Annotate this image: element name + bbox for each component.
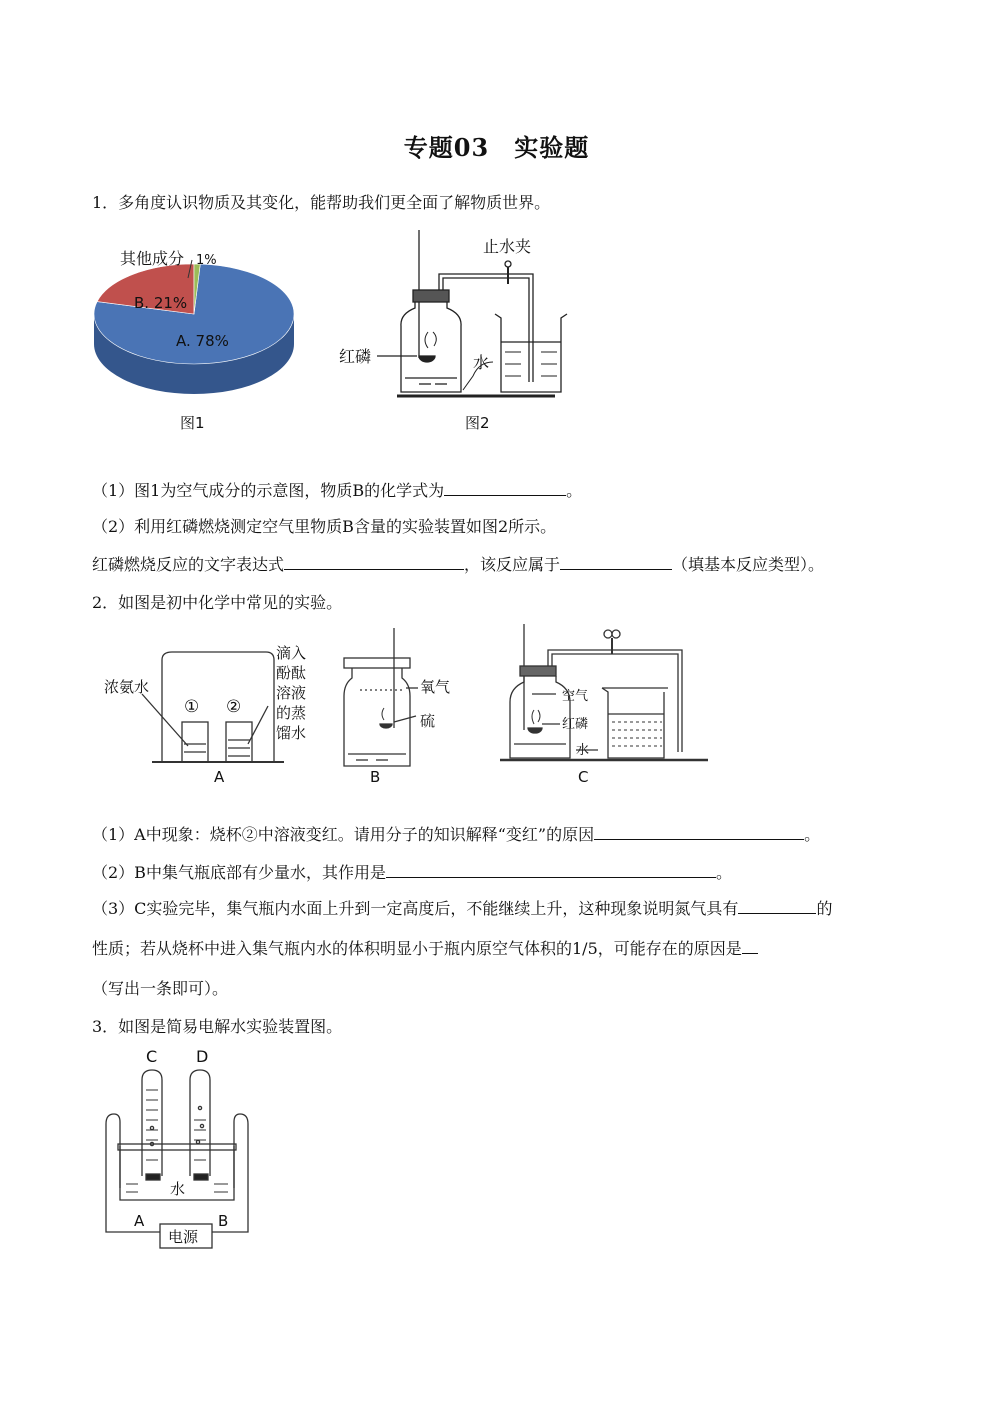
label-water: 水	[576, 743, 590, 758]
page-title: 专题03 实验题	[403, 133, 590, 162]
label-other-pct: 1%	[196, 253, 217, 268]
label-water: 水	[170, 1180, 186, 1198]
label-phenolphthalein-line: 溶液	[276, 684, 307, 702]
q2-sub3-line2: 性质；若从烧杯中进入集气瓶内水的体积明显小于瓶内原空气体积的1/5，可能存在的原因是	[92, 936, 758, 959]
label-sulfur: 硫	[420, 712, 436, 730]
label-beaker-1: ①	[184, 697, 200, 717]
label-phenolphthalein-line: 酚酞	[276, 664, 307, 682]
label-clamp: 止水夹	[483, 237, 532, 256]
answer-blank[interactable]	[560, 553, 672, 570]
answer-blank[interactable]	[444, 479, 566, 496]
figure-1-pie-chart	[88, 236, 308, 441]
q1-stem: 1．多角度认识物质及其变化，能帮助我们更全面了解物质世界。	[92, 193, 551, 212]
label-power-supply: 电源	[168, 1228, 199, 1246]
label-ammonia: 浓氨水	[104, 678, 150, 696]
label-phenolphthalein	[276, 644, 306, 742]
answer-blank[interactable]	[594, 823, 804, 840]
figure-a-caption: A	[214, 768, 225, 786]
q2-stem: 2．如图是初中化学中常见的实验。	[92, 593, 343, 612]
figure-2-apparatus	[335, 226, 575, 442]
label-d: D	[196, 1047, 209, 1066]
q2-sub2: （2）B中集气瓶底部有少量水，其作用是 。	[92, 863, 732, 882]
answer-blank[interactable]	[386, 861, 716, 878]
label-phenolphthalein-line: 的蒸	[276, 704, 307, 722]
figure-electrolysis	[98, 1044, 260, 1252]
figure-b-sulfur	[336, 624, 466, 788]
answer-blank[interactable]	[284, 553, 464, 570]
figure-b-caption: B	[370, 768, 381, 786]
answer-blank[interactable]	[738, 897, 816, 914]
label-water: 水	[473, 353, 490, 372]
label-beaker-2: ②	[226, 697, 242, 717]
label-b: B. 21%	[134, 294, 188, 312]
q3-stem: 3．如图是简易电解水实验装置图。	[92, 1017, 343, 1036]
figure-c-phosphorus	[498, 620, 712, 788]
label-other: 其他成分	[120, 249, 185, 268]
label-b: B	[218, 1212, 229, 1230]
label-phenolphthalein-line: 馏水	[276, 724, 307, 742]
label-a: A. 78%	[176, 332, 229, 350]
figure-1-caption: 图1	[180, 414, 205, 432]
answer-blank[interactable]	[742, 937, 758, 954]
label-oxygen: 氧气	[420, 678, 451, 696]
figure-a-ammonia	[96, 636, 322, 788]
label-air: 空气	[562, 689, 589, 704]
q1-sub1: （1）图1为空气成分的示意图，物质B的化学式为 。	[92, 481, 583, 500]
q2-sub3: （3）C实验完毕，集气瓶内水面上升到一定高度后，不能继续上升，这种现象说明氮气具有 的	[92, 899, 833, 918]
q1-sub2: （2）利用红磷燃烧测定空气里物质B含量的实验装置如图2所示。	[92, 517, 557, 536]
figure-2-caption: 图2	[465, 414, 490, 432]
label-phenolphthalein-line: 滴入	[276, 644, 307, 662]
figure-c-caption: C	[578, 768, 589, 786]
q2-sub3-line3: （写出一条即可）。	[92, 979, 229, 998]
q2-sub1: （1）A中现象：烧杯②中溶液变红。请用分子的知识解释“变红”的原因 。	[92, 825, 821, 844]
label-c: C	[146, 1047, 158, 1066]
q1-sub3: 红磷燃烧反应的文字表达式 ，该反应属于 （填基本反应类型）。	[92, 555, 825, 574]
label-red-phosphorus: 红磷	[339, 347, 372, 366]
label-a: A	[134, 1212, 145, 1230]
label-red-phosphorus: 红磷	[562, 717, 589, 732]
